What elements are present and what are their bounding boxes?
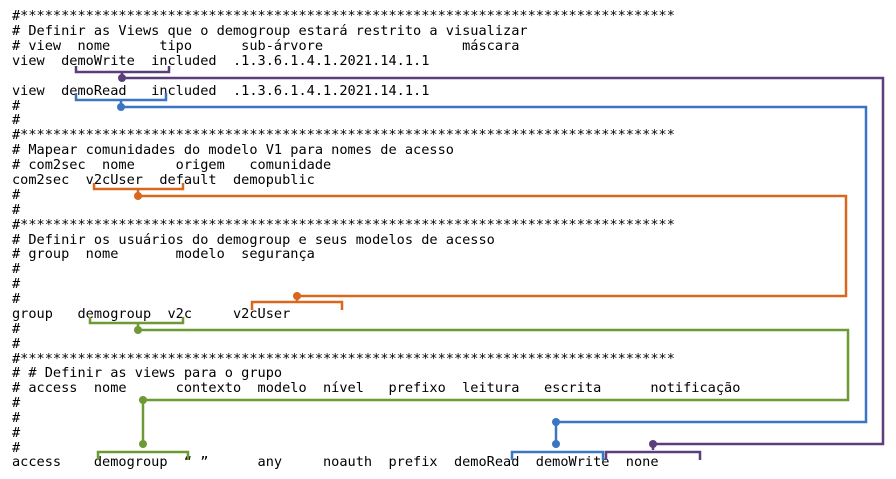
bracket-v2cuser-com2sec	[94, 183, 183, 189]
view-demoread-line: view demoRead included .1.3.6.1.4.1.2021.14.1.1	[12, 83, 430, 99]
comment-line: #	[12, 440, 21, 456]
dot-demoread-end	[552, 418, 560, 426]
separator-line: #********************************************************************************	[12, 127, 675, 143]
dot-demogroup-access	[139, 440, 147, 448]
dot-demowrite-start	[118, 74, 126, 82]
separator-line: #********************************************************************************	[12, 217, 675, 233]
line-demowrite	[122, 72, 883, 450]
line-demoread	[121, 100, 866, 444]
separator-line: #********************************************************************************	[12, 351, 675, 367]
bracket-demogroup-access	[98, 452, 188, 460]
access-line: access demogroup “ ” any noauth prefix demoRead demoWrite none	[12, 454, 659, 470]
connector-demoread	[76, 93, 866, 460]
comment-line: # Definir os usuários do demogroup e seus modelos de acesso	[12, 232, 495, 248]
comment-line: #	[12, 321, 21, 337]
dot-demoread-access	[552, 440, 560, 448]
comment-line: #	[12, 112, 21, 128]
connector-demogroup	[90, 317, 848, 460]
view-demowrite-line: view demoWrite included .1.3.6.1.4.1.2021.14.1.1	[12, 53, 430, 69]
comment-line: #	[12, 98, 21, 114]
comment-line: # Definir as Views que o demogroup estará restrito a visualizar	[12, 23, 528, 39]
bracket-demoread-view	[76, 93, 166, 100]
bracket-demoread-access	[512, 452, 603, 460]
comment-line: #	[12, 395, 21, 411]
group-line: group demogroup v2c v2cUser	[12, 306, 291, 322]
line-v2cuser	[138, 189, 846, 302]
com2sec-line: com2sec v2cUser default demopublic	[12, 172, 315, 188]
comment-line: #	[12, 202, 21, 218]
bracket-v2cuser-group	[252, 302, 342, 310]
comment-line: #	[12, 187, 21, 203]
connector-v2cuser	[94, 183, 846, 310]
dot-v2cuser-end	[293, 292, 301, 300]
separator-line: #********************************************************************************	[12, 8, 675, 24]
dot-demogroup-start	[134, 326, 142, 334]
comment-line: #	[12, 261, 21, 277]
comment-line: #	[12, 276, 21, 292]
comment-line: #	[12, 425, 21, 441]
comment-line: # access nome contexto modelo nível prefixo leitura escrita notificação	[12, 380, 741, 396]
comment-line: # # Definir as views para o grupo	[12, 365, 283, 381]
comment-line: #	[12, 291, 21, 307]
comment-line: # Mapear comunidades do modelo V1 para nomes de acesso	[12, 142, 454, 158]
dot-demowrite-end	[649, 440, 657, 448]
dot-demoread-start	[117, 103, 125, 111]
comment-line: #	[12, 336, 21, 352]
dot-v2cuser-start	[134, 192, 142, 200]
bracket-demowrite-access	[606, 452, 700, 460]
dot-demogroup-end	[139, 396, 147, 404]
comment-line: # group nome modelo segurança	[12, 246, 315, 262]
comment-line: # com2sec nome origem comunidade	[12, 157, 332, 173]
bracket-demogroup-group	[90, 317, 183, 323]
bracket-demowrite-view	[76, 66, 169, 72]
comment-line: #	[12, 410, 21, 426]
comment-line: # view nome tipo sub-árvore máscara	[12, 38, 520, 54]
line-demogroup	[138, 323, 848, 444]
